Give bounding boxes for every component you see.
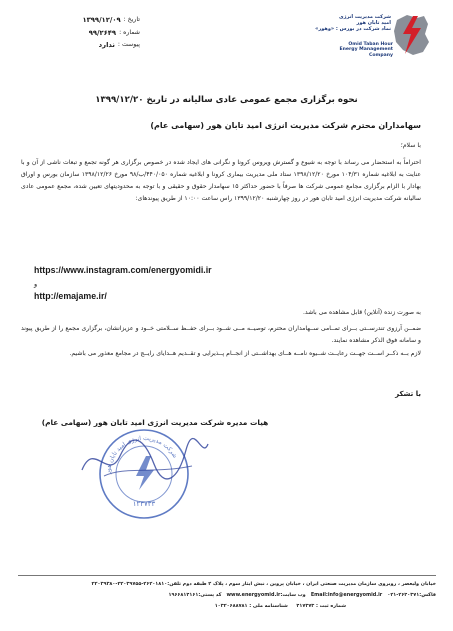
number-label: شماره : (119, 28, 140, 36)
logo-en-text (313, 42, 393, 58)
logo-en-line2: Energy Management (339, 47, 393, 53)
number-value: ۹۹/۲۶۴۹ (88, 28, 117, 37)
number-row (28, 27, 140, 40)
iran-map-lightning-icon (391, 12, 431, 58)
footer-postal-code: کد پستی:۱۹۶۶۸۱۴۱۶۱ (168, 592, 222, 598)
footer-website[interactable]: وب سایت:www.energyomid.ir (226, 592, 306, 598)
salutation: با سلام؛ (400, 142, 421, 149)
date-row (28, 14, 140, 27)
footer-contact-row (18, 590, 436, 601)
footer-fax: فاکس:۲۶۴۰۳۷۱-۰۲۱ (387, 592, 436, 598)
emajame-link[interactable]: http://emajame.ir/ (34, 291, 107, 301)
footer-address: خیابان ولیعصر ، روبروی سازمان مدیریت صنعتی ایران ، خیابان پروین ، نبش ایثار سوم ، پلاک ۲ طبقه دوم تلفن:۲۶۲۰۱۸۱۰-۲۲۰۳۹۷۵۵-۲۲۰۳۹۳۸۰ (91, 581, 436, 587)
date-label: تاریخ : (123, 16, 140, 23)
attachment-value: ندارد (98, 41, 115, 49)
body-paragraph: احتراماً به استحضار می رساند با توجه به شیوع و گسترش ویروس کرونا و نگرانی های ایجاد شده در خصوص برگزاری هر گونه تجمع و تبعات ناشی از آن و با عنایت به ابلاغیه شماره ۱۰۴/۳۱ مورخ ۱۳۹۸/۱۲/۲۰ ستاد ملی مدیریت بیماری کرونا و ابلاغیه شماره ۴۴۰/۰۵۰/ب/۹۸ مورخ ۱۳۹۸/۱۲/۲۶ سازمان بورس و اوراق بهادار با الزام برگزاری مجامع عمومی شرکت ها صرفاً با حضور حداکثر ۱۵ سهامدار حقوق و حقیقی و با توجه به محدودیتهای تعیین شده، مجمع عمومی عادی سالیانه شرکت مدیریت انرژی امید تابان هور در روز چهارشنبه ۱۳۹۹/۱۲/۲۰ راس ساعت ۱۰:۰۰ از طریق پیوندهای: (21, 159, 422, 203)
attachment-label: پیوست : (117, 41, 140, 48)
logo-fa-line3: نماد شرکت در بورس : «وهور» (315, 26, 391, 33)
footer-email[interactable]: Email:info@energyomid.ir (310, 592, 383, 598)
date-value: ۱۳۹۹/۱۲/۰۹ (82, 16, 121, 24)
live-view-note: به صورت زنده (آنلاین) قابل مشاهده می باشد. (302, 309, 421, 316)
no-reception-note: لازم بــه ذکــر اســت جهــت رعایــت شــیوه نامــه هــای بهداشــتی از انجــام پــذیرایی و تقــدیم هــدایای رایــج در مجامع معذور می باشیم. (69, 350, 421, 357)
seal-ring-text: شرکت مدیریت انرژی امید تابان هور (104, 434, 179, 475)
letter-title: نحوه برگزاری مجمع عمومی عادی سالیانه در تاریخ ۱۳۹۹/۱۲/۲۰ (95, 95, 358, 105)
logo-fa-line2: امید تابان هور (356, 20, 391, 27)
closing-thanks: با تشکر (395, 390, 421, 398)
seal-number: ۱۲۳۷۳۳ (132, 500, 156, 508)
board-signature-title: هیات مدیره شرکت مدیریت انرژی امید تابان هور (سهامی عام) (41, 418, 269, 427)
health-recommendation: ضمــن آرزوی تندرســتی بــرای تمــامی ســهامداران محترم، توصیــه مــی شــود بــرای حفــظ ســلامتی خــود و عزیزانشان، برگزاری مجمع را از طریق پیوند و سامانه فوق الذکر مشاهده نمایند. (21, 325, 421, 344)
logo-fa-line1: شرکت مدیریت انرژی (338, 14, 391, 20)
footer-national-id: شناسنامه ملی : ۱۰۳۲۰۶۸۸۷۸۱ (214, 603, 288, 609)
handwritten-signature (74, 430, 214, 490)
company-logo (309, 12, 431, 64)
letter-meta (28, 14, 140, 52)
logo-en-line1: Omid Taban Hour (348, 42, 393, 47)
logo-fa-text (313, 14, 391, 33)
instagram-link[interactable]: https://www.instagram.com/energyomidi.ir (34, 265, 212, 275)
letter-footer (18, 575, 436, 612)
attachment-row (28, 39, 140, 52)
addressee: سهامداران محترم شرکت مدیریت انرژی امید تابان هور (سهامی عام) (150, 121, 421, 130)
footer-registration: شماره ثبت : ۴۱۷۳۷۳ (296, 603, 346, 609)
and-connector: و (34, 280, 38, 288)
footer-ids-row (18, 601, 436, 612)
logo-en-line3: Company (369, 52, 393, 58)
